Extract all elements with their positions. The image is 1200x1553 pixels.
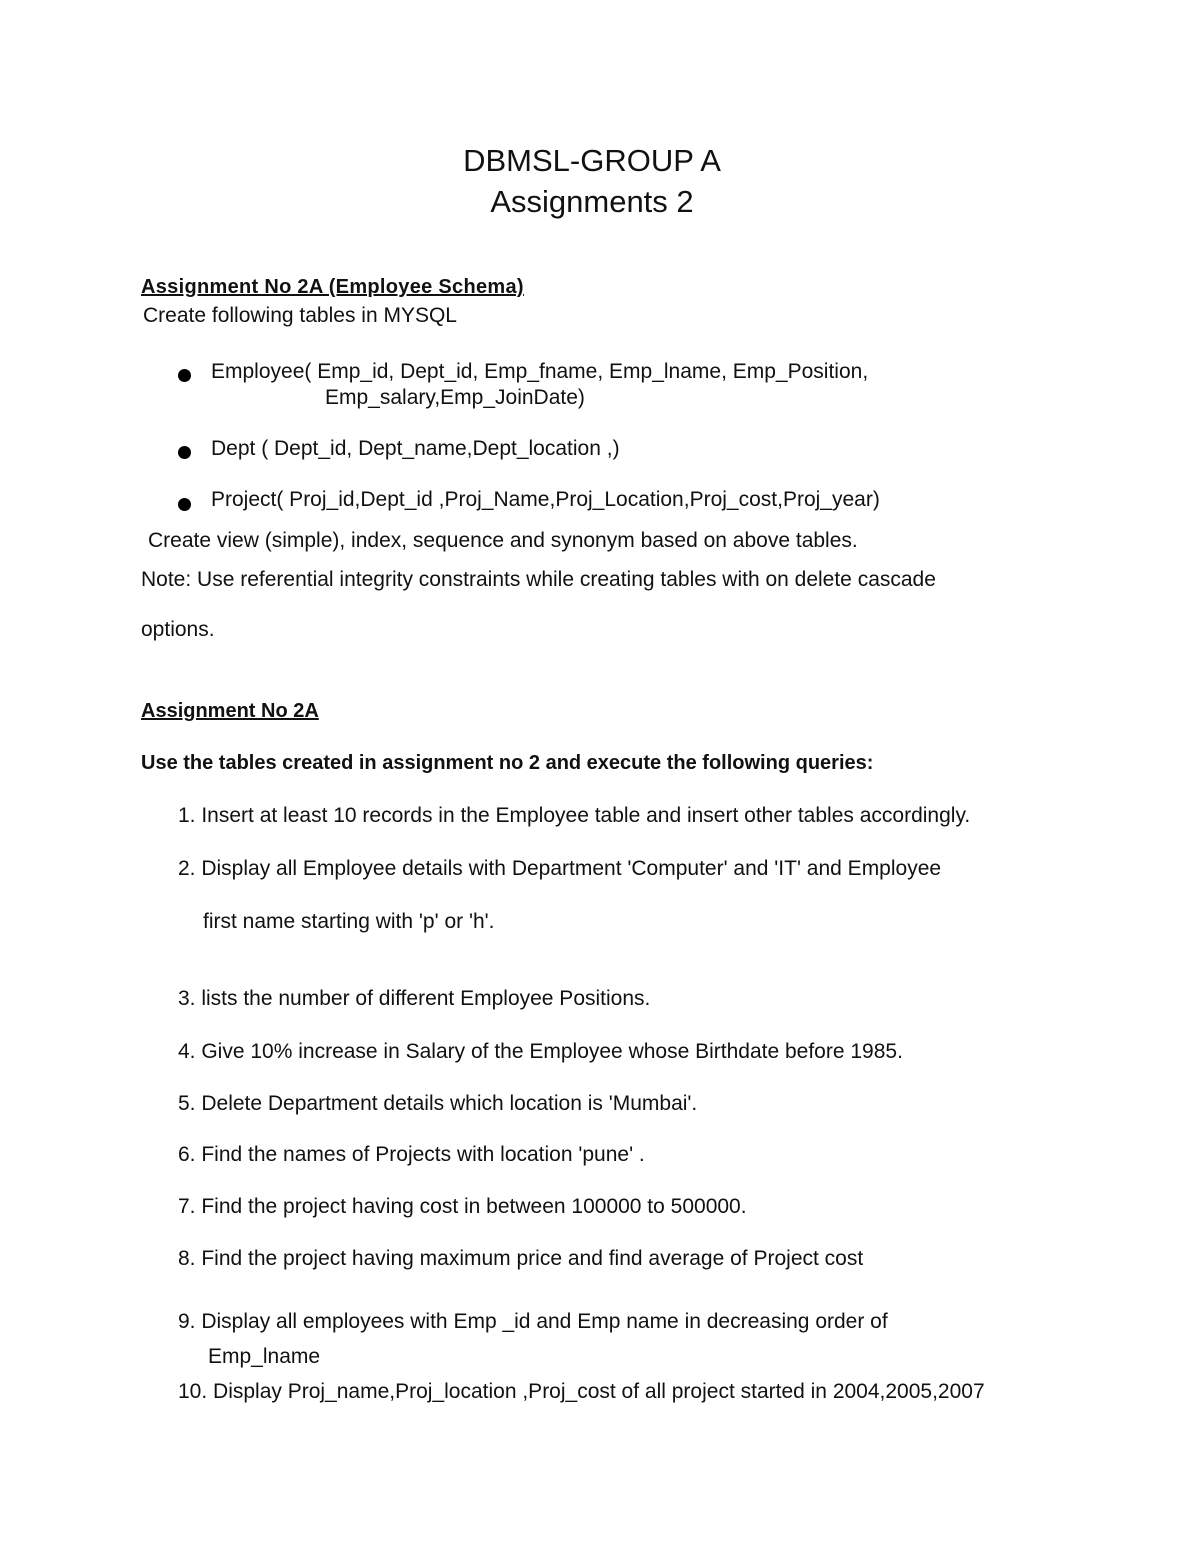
bullet-icon [178, 446, 191, 459]
query-item: 7. Find the project having cost in between 100000 to 500000. [178, 1195, 747, 1218]
query-item: 10. Display Proj_name,Proj_location ,Proj_cost of all project started in 2004,2005,2007 [178, 1380, 985, 1403]
table-employee-line2: Emp_salary,Emp_JoinDate) [325, 386, 585, 409]
query-item: 2. Display all Employee details with Department 'Computer' and 'IT' and Employee [178, 857, 942, 880]
query-item: 4. Give 10% increase in Salary of the Employee whose Birthdate before 1985. [178, 1040, 903, 1063]
note-line1: Note: Use referential integrity constraints while creating tables with on delete cascade [141, 568, 936, 591]
query-item: 1. Insert at least 10 records in the Employee table and insert other tables accordingly. [178, 804, 971, 827]
view-note: Create view (simple), index, sequence and synonym based on above tables. [148, 529, 858, 552]
document-title: DBMSL-GROUP A [463, 143, 721, 178]
table-employee-line1: Employee( Emp_id, Dept_id, Emp_fname, Emp_lname, Emp_Position, [211, 360, 869, 383]
query-item: 3. lists the number of different Employee Positions. [178, 987, 651, 1010]
document-subtitle: Assignments 2 [490, 184, 694, 219]
query-item-continuation: first name starting with 'p' or 'h'. [203, 910, 495, 933]
table-project: Project( Proj_id,Dept_id ,Proj_Name,Proj_Location,Proj_cost,Proj_year) [211, 488, 880, 511]
note-line2: options. [141, 618, 215, 641]
section1-heading: Assignment No 2A (Employee Schema) [141, 276, 524, 298]
query-item: 5. Delete Department details which location is 'Mumbai'. [178, 1092, 698, 1115]
table-dept: Dept ( Dept_id, Dept_name,Dept_location ,) [211, 437, 620, 460]
query-item: 8. Find the project having maximum price and find average of Project cost [178, 1247, 864, 1270]
section2-heading: Assignment No 2A [141, 700, 319, 722]
query-item: 9. Display all employees with Emp _id and Emp name in decreasing order of [178, 1310, 888, 1333]
query-item: 6. Find the names of Projects with location 'pune' . [178, 1143, 645, 1166]
section1-intro: Create following tables in MYSQL [143, 304, 457, 327]
query-item-continuation: Emp_lname [208, 1345, 321, 1368]
bullet-icon [178, 498, 191, 511]
bullet-icon [178, 369, 191, 382]
section2-instruction: Use the tables created in assignment no 2 and execute the following queries: [141, 752, 874, 774]
